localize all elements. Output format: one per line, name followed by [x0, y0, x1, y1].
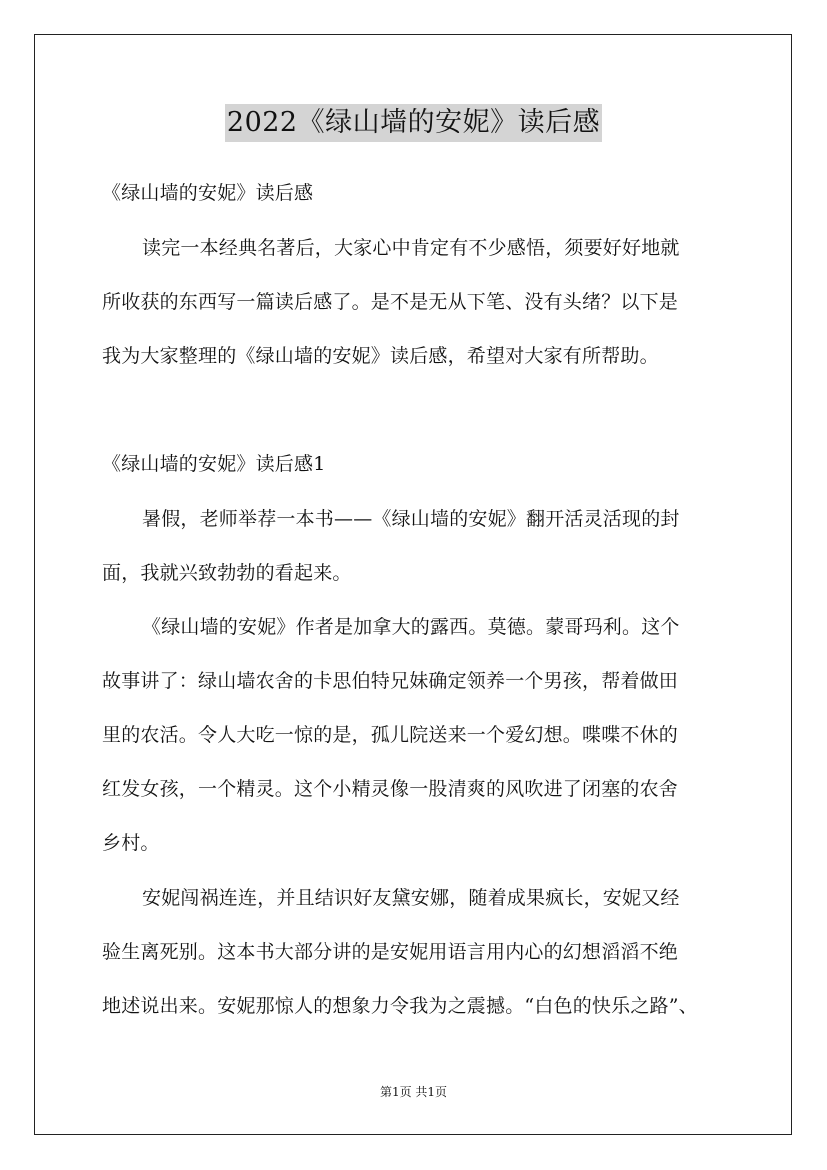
paragraph-line: 《绿山墙的安妮》作者是加拿大的露西。莫德。蒙哥玛利。这个 [142, 616, 680, 638]
subtitle-line: 《绿山墙的安妮》读后感 [102, 182, 314, 204]
paragraph-line: 乡村。 [102, 832, 160, 854]
paragraph-line: 暑假，老师举荐一本书——《绿山墙的安妮》翻开活灵活现的封 [142, 508, 680, 530]
paragraph-line: 里的农活。令人大吃一惊的是，孤儿院送来一个爱幻想。喋喋不休的 [102, 724, 679, 746]
page-number-footer: 第1页 共1页 [379, 1085, 448, 1099]
document-title: 2022《绿山墙的安妮》读后感 [225, 104, 602, 142]
paragraph-line: 我为大家整理的《绿山墙的安妮》读后感，希望对大家有所帮助。 [102, 345, 659, 367]
section-heading: 《绿山墙的安妮》读后感1 [102, 453, 326, 475]
paragraph-line: 读完一本经典名著后，大家心中肯定有不少感悟，须要好好地就 [142, 237, 680, 259]
paragraph-line: 安妮闯祸连连，并且结识好友黛安娜，随着成果疯长，安妮又经 [142, 887, 680, 909]
paragraph-line: 故事讲了：绿山墙农舍的卡思伯特兄妹确定领养一个男孩，帮着做田 [102, 670, 679, 692]
paragraph-line: 地述说出来。安妮那惊人的想象力令我为之震撼。“白色的快乐之路”、 [102, 995, 698, 1017]
paragraph-line: 所收获的东西写一篇读后感了。是不是无从下笔、没有头绪？以下是 [102, 291, 679, 313]
paragraph-line: 验生离死别。这本书大部分讲的是安妮用语言用内心的幻想滔滔不绝 [102, 941, 679, 963]
paragraph-line: 红发女孩，一个精灵。这个小精灵像一股清爽的风吹进了闭塞的农舍 [102, 778, 679, 800]
paragraph-line: 面，我就兴致勃勃的看起来。 [102, 562, 352, 584]
document-title-wrap [0, 104, 827, 142]
